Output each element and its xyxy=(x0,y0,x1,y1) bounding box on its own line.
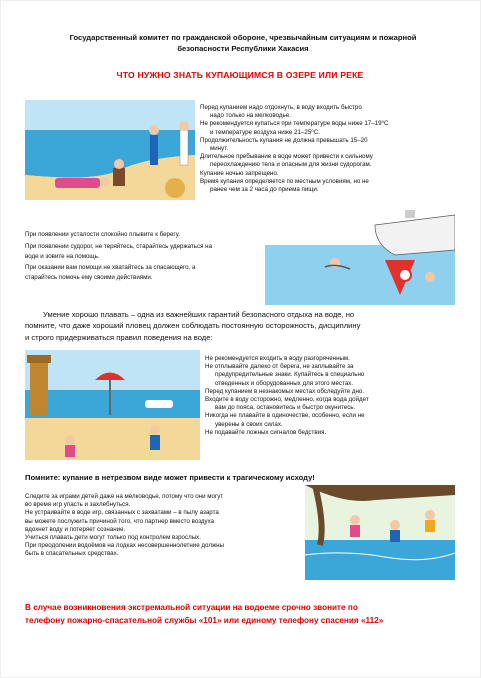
rule-text: надо только на мелководье. xyxy=(210,112,291,120)
rule-text: вам до пояса, остановитесь и быстро окунитесь. xyxy=(215,404,356,412)
header-line-2: безопасности Республики Хакасия xyxy=(177,44,309,53)
emergency-line: В случае возникновения экстремальной ситуации на водоеме срочно звоните по xyxy=(25,603,358,612)
tip-text: При появлении усталости спокойно плывите к берегу. xyxy=(25,231,180,238)
rule-text: Перед купанием надо отдохнуть, в воду входить быстро xyxy=(200,104,362,111)
rule-text: минут. xyxy=(210,145,229,153)
rule-text: вдохнет воду и потеряет сознание. xyxy=(25,525,126,533)
paragraph-line: и строго придерживаться правил поведения на воде: xyxy=(25,332,213,342)
tip-text: старайтесь помочь ему своими действиями. xyxy=(25,274,153,282)
rule-text: Время купания определяется по местным условиям, но не xyxy=(200,177,369,185)
rule-text: ранее чем за 2 часа до приема пищи. xyxy=(210,186,319,194)
section2-tips xyxy=(25,230,255,283)
rule-text: отведенных и оборудованных для этого местах. xyxy=(215,379,354,387)
rule-text: Не рекомендуется купаться при температуре воды ниже 17–19⁰С xyxy=(200,120,389,128)
rule-text: Не рекомендуется входить в воду разгоряченным. xyxy=(205,355,350,362)
rule-text: и температуре воздуха ниже 21–25⁰С. xyxy=(210,128,320,136)
page-title: ЧТО НУЖНО ЗНАТЬ КУПАЮЩИМСЯ В ОЗЕРЕ ИЛИ РЕКЕ xyxy=(116,70,364,80)
drunk-swimming-warning: Помните: купание в нетрезвом виде может привести к трагическому исходу! xyxy=(25,473,315,482)
rescue-illustration xyxy=(265,205,455,305)
rule-text: Учиться плавать дети могут только под контролем взрослых. xyxy=(25,534,201,542)
rule-text: Входите в воду осторожно, медленно, когда вода дойдет xyxy=(205,396,369,404)
section3-rules xyxy=(205,355,460,437)
tip-text: При появлении судорог, не теряйтесь, старайтесь удержаться на xyxy=(25,242,213,250)
rule-text: При преодолении водоёмов на лодках несовершеннолетние должны xyxy=(25,542,224,550)
rule-text: Не отплывайте далеко от берега, не заплывайте за xyxy=(205,363,354,371)
header-line-1: Государственный комитет по гражданской обороне, чрезвычайным ситуациям и пожарной xyxy=(69,33,417,42)
rule-text: переохлаждению тела и опасным для жизни судорогам. xyxy=(210,161,372,169)
rule-text: предупредительные знаки. Купайтесь в специально xyxy=(215,371,365,379)
rule-text: быть в спасательных средствах. xyxy=(25,550,119,558)
rule-text: Не подавайте ложных сигналов бедствия. xyxy=(205,428,327,436)
emergency-line: телефону пожарно-спасательной службы «101» или единому телефону спасения «112» xyxy=(25,615,384,625)
section1-rules xyxy=(200,104,460,194)
rule-text: Следите за играми детей даже на мелководье, потому что они могут xyxy=(25,493,224,500)
rule-text: Никогда не плавайте в одиночестве, особенно, если не xyxy=(205,412,365,420)
rule-text: Перед купанием в незнакомых местах обследуйте дно. xyxy=(205,387,365,395)
beach-illustration xyxy=(25,100,195,200)
rule-text: Не устраивайте в воде игр, связанных с захватами – в пылу азарта xyxy=(25,509,219,517)
kids-diving-illustration xyxy=(305,485,455,580)
emergency-contact-notice xyxy=(25,602,457,627)
rule-text: уверены в своих силах. xyxy=(215,420,283,428)
section4-rules xyxy=(25,493,300,559)
paragraph-line: Умение хорошо плавать – одна из важнейших гарантий безопасного отдыха на воде, но xyxy=(43,310,355,319)
rule-text: во время игр упасть и захлебнуться. xyxy=(25,501,131,509)
rule-text: Продолжительность купания не должна превышать 15–20 xyxy=(200,136,368,144)
paragraph-line: помните, что даже хороший пловец должен соблюдать постоянную осторожность, дисциплину xyxy=(25,321,361,331)
rule-text: Купание ночью запрещено. xyxy=(200,169,279,177)
document-header xyxy=(40,32,446,54)
tip-text: При оказании вам помощи не хватайтесь за спасающего, а xyxy=(25,264,196,272)
lifeguard-beach-illustration xyxy=(25,350,200,460)
tip-text: воде и зовите на помощь. xyxy=(25,252,100,260)
rule-text: вы можете послужить причиной того, что партнер вместо воздуха xyxy=(25,517,215,525)
rule-text: Длительное пребывание в воде может привести к сильному xyxy=(200,153,373,161)
main-paragraph xyxy=(25,309,459,343)
